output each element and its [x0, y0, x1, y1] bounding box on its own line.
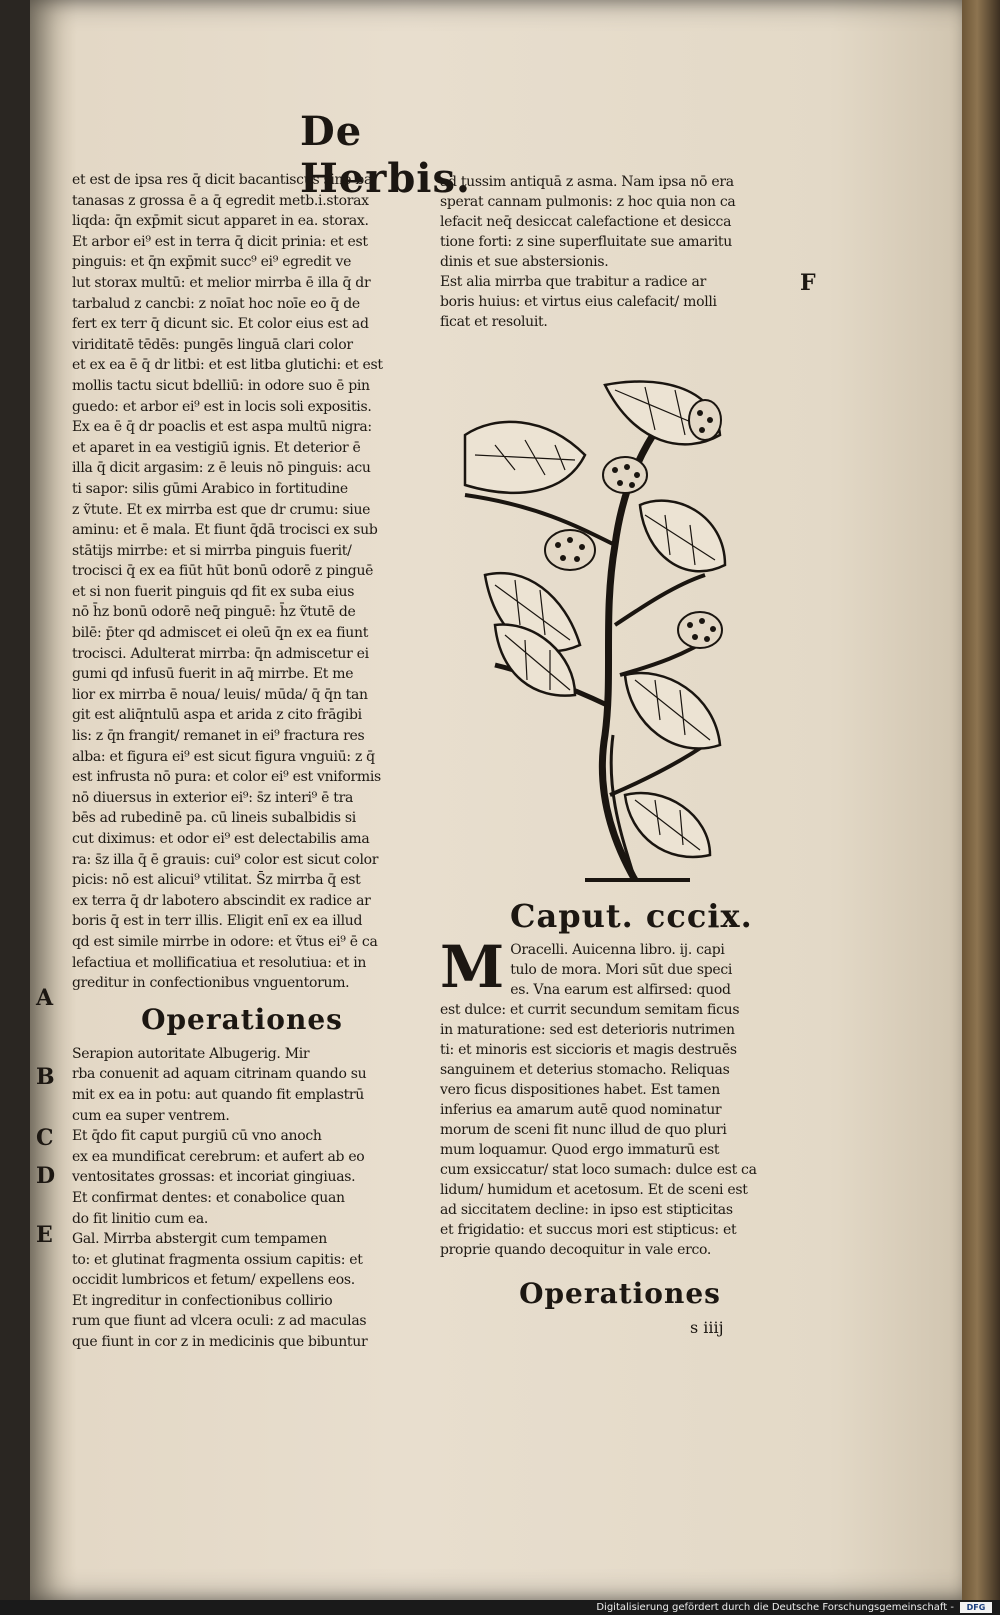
text-line: et ex ea ē q̄ dr litbi: et est litba glutichi: et est	[72, 357, 383, 374]
margin-letter-f: F	[800, 270, 816, 296]
text-line: ex ea mundificat cerebrum: et aufert ab eo	[72, 1148, 365, 1165]
text-line: cum exsiccatur/ stat loco sumach: dulce est ca	[440, 1162, 757, 1178]
left-text-block	[72, 170, 412, 994]
text-line: guedo: et arbor ei⁹ est in locis soli expositis.	[72, 398, 372, 415]
text-line: ad siccitatem decline: in ipso est stipticitas	[440, 1202, 733, 1218]
text-line: et frigidatio: et succus mori est stipticus: et	[440, 1222, 737, 1238]
text-line: sperat cannam pulmonis: z hoc quia non ca	[440, 194, 736, 210]
text-line: rum que fiunt ad vlcera oculi: z ad maculas	[72, 1313, 367, 1330]
text-line: tanasas z grossa ē a q̄ egredit metb.i.storax	[72, 192, 369, 209]
mulberry-woodcut-illustration	[455, 375, 755, 895]
text-line: z ṽtute. Et ex mirrba est que dr crumu: siue	[72, 501, 371, 518]
text-line: illa q̄ dicit argasim: z ē leuis nō pinguis: acu	[72, 460, 371, 477]
text-line: Gal. Mirrba abstergit cum tempamen	[72, 1231, 327, 1248]
text-line: Et ingreditur in confectionibus collirio	[72, 1292, 333, 1309]
margin-letter-e: E	[36, 1222, 53, 1248]
text-line: lior ex mirrba ē noua/ leuis/ mūda/ q̄ q̄n tan	[72, 686, 368, 703]
book-edge	[962, 0, 1000, 1600]
text-line: do fit linitio cum ea.	[72, 1210, 209, 1227]
text-line: es. Vna earum est alfirsed: quod	[510, 982, 731, 998]
text-line: to: et glutinat fragmenta ossium capitis: et	[72, 1251, 363, 1268]
margin-letter-c: C	[36, 1125, 54, 1151]
text-line: et est de ipsa res q̄ dicit bacantiscus sine ba	[72, 172, 373, 188]
text-line: bilē: p̄ter qd admiscet ei oleū q̄n ex ea fiunt	[72, 625, 369, 642]
text-line: cut diximus: et odor ei⁹ est delectabilis ama	[72, 831, 370, 847]
text-line: liqda: q̄n exp̄mit sicut apparet in ea. storax.	[72, 213, 369, 230]
text-line: occidit lumbricos et fetum/ expellens eos.	[72, 1272, 355, 1289]
text-line: mit ex ea in potu: aut quando fit emplastrū	[72, 1086, 365, 1103]
text-line: ti: et minoris est siccioris et magis destruēs	[440, 1042, 737, 1058]
text-line: trocisci q̄ ex ea fiūt hūt bonū odorē z pinguē	[72, 563, 374, 580]
right-column-chapter	[440, 890, 800, 1318]
text-line: lefactiua et mollificatiua et resolutiua: et in	[72, 954, 367, 971]
text-line: Et arbor ei⁹ est in terra q̄ dicit prinia: et est	[72, 233, 368, 250]
text-line: et si non fuerit pinguis qd fit ex suba eius	[72, 583, 355, 600]
text-line: mum loquamur. Quod ergo immaturū est	[440, 1142, 720, 1158]
margin-letter-b: B	[36, 1064, 55, 1090]
text-line: est infrusta nō pura: et color ei⁹ est vniformis	[72, 769, 381, 786]
text-line: ventositates grossas: et incoriat gingiuas.	[72, 1169, 356, 1186]
text-line: Et confirmat dentes: et conabolice quan	[72, 1189, 345, 1206]
text-line: gumi qd infusū fuerit in aq̄ mirrbe. Et me	[72, 666, 354, 683]
text-line: ra: s̄z illa q̄ ē grauis: cui⁹ color est sicut color	[72, 851, 379, 868]
text-line: lefacit neq̄ desiccat calefactione et desicca	[440, 214, 732, 230]
text-line: ti sapor: silis gūmi Arabico in fortitudine	[72, 480, 348, 497]
left-section-title: Operationes	[141, 1002, 343, 1036]
text-line: inferius ea amarum autē quod nominatur	[440, 1102, 722, 1118]
text-line: Ex ea ē q̄ dr poaclis et est aspa multū nigra:	[72, 419, 372, 436]
text-line: alba: et figura ei⁹ est sicut figura vnguiū: z q̄	[72, 748, 375, 765]
text-line: boris q̄ est in terr illis. Eligit enī ex ea illud	[72, 913, 363, 930]
text-line: fert ex terr q̄ dicunt sic. Et color eius est ad	[72, 316, 369, 333]
text-line: morum de sceni fit nunc illud de quo pluri	[440, 1122, 727, 1138]
text-line: qd est simile mirrbe in odore: et ṽtus ei⁹ ē ca	[72, 933, 378, 950]
text-line: cum ea super ventrem.	[72, 1107, 230, 1124]
text-line: aminu: et ē mala. Et fiunt q̄dā trocisci ex sub	[72, 522, 378, 539]
signature-mark: s iiij	[690, 1318, 724, 1337]
text-line: Oracelli. Auicenna libro. ij. capi	[510, 942, 725, 958]
left-column	[72, 170, 412, 1353]
text-line: ad tussim antiquā z asma. Nam ipsa nō era	[440, 174, 734, 190]
text-line: in maturatione: sed est deterioris nutrimen	[440, 1022, 735, 1038]
text-line: viriditatē tēdēs: pungēs linguā clari color	[72, 336, 353, 353]
dfg-logo: DFG	[960, 1602, 992, 1613]
text-line: trocisci. Adulterat mirrba: q̄n admiscetur ei	[72, 645, 369, 662]
text-line: lut storax multū: et melior mirrba ē illa q̄ dr	[72, 274, 371, 291]
text-line: lidum/ humidum et acetosum. Et de sceni est	[440, 1182, 748, 1198]
page-heading: De Herbis.	[300, 108, 471, 202]
text-line: Serapion autoritate Albugerig. Mir	[72, 1045, 310, 1062]
text-line: boris huius: et virtus eius calefacit/ molli	[440, 294, 717, 310]
right-section-title: Operationes	[519, 1277, 721, 1310]
text-line: tione forti: z sine superfluitate sue amaritu	[440, 234, 732, 250]
text-line: picis: nō est alicui⁹ vtilitat. S̄z mirrba q̄ est	[72, 872, 361, 889]
text-line: bēs ad rubedinē pa. cū lineis subalbidis si	[72, 810, 356, 827]
text-line: dinis et sue abstersionis.	[440, 254, 609, 270]
drop-cap-initial: M	[440, 933, 505, 1001]
text-line: est dulce: et currit secundum semitam ficus	[440, 1002, 740, 1018]
right-top-text-block	[440, 172, 800, 332]
footer-credit: Digitalisierung gefördert durch die Deutsche Forschungsgemeinschaft -	[596, 1602, 954, 1613]
text-line: nō h̄z bonū odorē neq̄ pinguē: h̄z ṽtutē de	[72, 604, 356, 621]
text-line: rba conuenit ad aquam citrinam quando su	[72, 1066, 367, 1083]
margin-letter-a: A	[36, 985, 54, 1011]
right-column-top	[440, 172, 800, 332]
text-line: lis: z q̄n frangit/ remanet in ei⁹ fractura res	[72, 728, 365, 745]
text-line: git est aliq̄ntulū aspa et arida z cito frāgibi	[72, 707, 362, 724]
text-line: stātijs mirrbe: et si mirrba pinguis fuerit/	[72, 542, 352, 559]
text-line: Et q̄do fit caput purgiū cū vno anoch	[72, 1128, 322, 1145]
text-line: nō diuersus in exterior ei⁹: s̄z interi⁹ ē tra	[72, 789, 354, 806]
text-line: tulo de mora. Mori sūt due speci	[510, 962, 733, 978]
text-line: et aparet in ea vestigiū ignis. Et deterior ē	[72, 439, 361, 456]
chapter-title: Caput. cccix.	[510, 897, 753, 935]
operations-text-block	[72, 1044, 412, 1353]
text-line: que fiunt in cor z in medicinis que bibuntur	[72, 1334, 368, 1351]
text-line: tarbalud z cancbi: z noīat hoc noīe eo q̄ de	[72, 295, 360, 312]
text-line: ex terra q̄ dr labotero abscindit ex radice ar	[72, 892, 371, 909]
text-line: greditur in confectionibus vnguentorum.	[72, 975, 350, 992]
margin-letter-d: D	[36, 1163, 56, 1189]
text-line: mollis tactu sicut bdelliū: in odore suo ē pin	[72, 377, 370, 394]
text-line: pinguis: et q̄n exp̄mit succ⁹ ei⁹ egredit ve	[72, 254, 352, 271]
text-line: Est alia mirrba que trabitur a radice ar	[440, 274, 706, 290]
text-line: sanguinem et deterius stomacho. Reliquas	[440, 1062, 730, 1078]
text-line: proprie quando decoquitur in vale erco.	[440, 1242, 712, 1258]
text-line: ficat et resoluit.	[440, 314, 548, 330]
text-line: vero ficus dispositiones habet. Est tamen	[440, 1082, 720, 1098]
